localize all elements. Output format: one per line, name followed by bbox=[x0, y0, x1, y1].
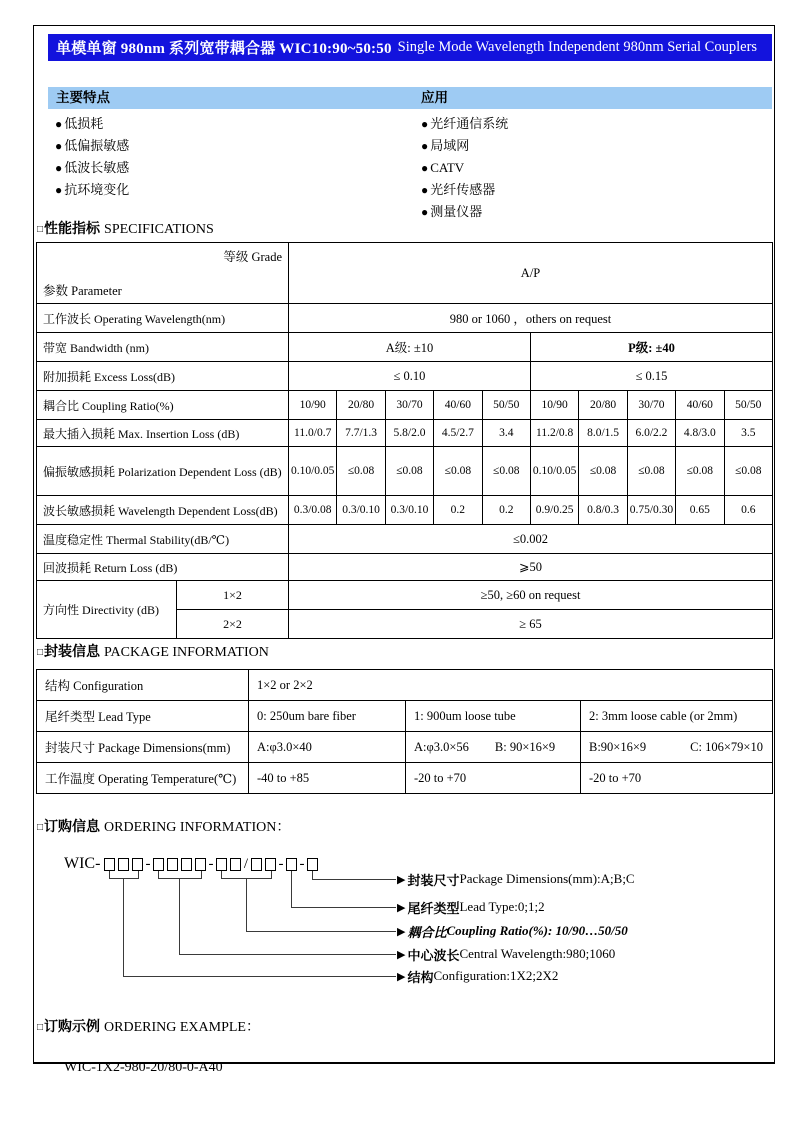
applications-header: 应用 bbox=[421, 90, 448, 105]
connector-line bbox=[201, 871, 202, 878]
connector-line bbox=[291, 907, 396, 908]
table-row: 工作温度 Operating Temperature(℃) -40 to +85 -20 to +70 -20 to +70 bbox=[37, 763, 773, 794]
bullet-icon: ● bbox=[55, 183, 63, 197]
specifications-table bbox=[36, 242, 773, 639]
title-english: Single Mode Wavelength Independent 980nm Serial Couplers bbox=[397, 39, 758, 55]
ordering-code-diagram bbox=[34, 854, 774, 996]
code-box bbox=[265, 858, 276, 871]
directivity-label-cell: 方向性 Directivity (dB) bbox=[37, 581, 177, 639]
code-box-group-wavelength bbox=[153, 858, 206, 871]
connector-line bbox=[179, 954, 396, 955]
code-box bbox=[195, 858, 206, 871]
list-item: ● 抗环境变化 bbox=[55, 182, 130, 197]
connector-line bbox=[123, 976, 396, 977]
code-box bbox=[132, 858, 143, 871]
table-row bbox=[37, 243, 773, 304]
list-item: ● 测量仪器 bbox=[421, 204, 483, 219]
table-row: 耦合比 Coupling Ratio(%) 10/90 20/80 30/70 40/60 50/50 10/90 20/80 30/70 40/60 50/50 bbox=[37, 391, 773, 420]
table-row: 工作波长 Operating Wavelength(nm) 980 or 1060 ，others on request bbox=[37, 304, 773, 333]
code-separator: - bbox=[299, 855, 305, 872]
bullet-icon: ● bbox=[421, 117, 429, 131]
applications-list bbox=[421, 113, 508, 223]
page-border bbox=[33, 25, 775, 1075]
table-row: 附加损耗 Excess Loss(dB) ≤ 0.10 ≤ 0.15 bbox=[37, 362, 773, 391]
code-box bbox=[251, 858, 262, 871]
table-row: 封装尺寸 Package Dimensions(mm) A:φ3.0×40 A:φ3.0×56 B: 90×16×9 B:90×16×9 C: 106×79×10 bbox=[37, 732, 773, 763]
ordering-title: □订购信息 ORDERING INFORMATION： bbox=[37, 820, 291, 835]
connector-line bbox=[246, 878, 247, 931]
features-list bbox=[34, 113, 774, 201]
ordering-label-lead-type: ▶ 尾纤类型 Lead Type:0;1;2 bbox=[397, 899, 545, 916]
part-number-template bbox=[64, 854, 318, 874]
table-row: 结构 Configuration 1×2 or 2×2 bbox=[37, 670, 773, 701]
package-table bbox=[36, 669, 773, 794]
bullet-icon: ● bbox=[421, 139, 429, 153]
connector-line bbox=[246, 931, 396, 932]
grade-value-cell: A/P bbox=[289, 243, 773, 304]
bullet-icon: ● bbox=[421, 161, 429, 175]
bullet-icon: ● bbox=[421, 205, 429, 219]
code-box-group-configuration bbox=[104, 858, 143, 871]
code-separator: - bbox=[278, 855, 284, 872]
connector-line bbox=[158, 871, 159, 878]
list-item: ● CATV bbox=[421, 160, 465, 175]
code-box bbox=[118, 858, 129, 871]
table-row: 偏振敏感损耗 Polarization Dependent Loss (dB) 0.10/0.05 ≤0.08 ≤0.08 ≤0.08 ≤0.08 0.10/0.05 ≤0.08 ≤0.08 ≤0.08 ≤0.08 bbox=[37, 447, 773, 496]
list-item: ● 局域网 bbox=[421, 138, 470, 153]
features-header-bar bbox=[48, 87, 772, 109]
code-box bbox=[104, 858, 115, 871]
example-part-number: WIC-1X2-980-20/80-0-A40 bbox=[64, 1060, 223, 1075]
section-square-icon: □ bbox=[37, 647, 44, 658]
table-row: 方向性 Directivity (dB) 1×2 ≥50, ≥60 on request bbox=[37, 581, 773, 610]
code-separator: / bbox=[243, 855, 249, 872]
ordering-label-configuration: ▶ 结构 Configuration:1X2;2X2 bbox=[397, 968, 559, 985]
code-box-lead-type bbox=[286, 858, 297, 871]
features-header: 主要特点 bbox=[56, 90, 110, 105]
ordering-label-central-wavelength: ▶ 中心波长 Central Wavelength:980;1060 bbox=[397, 946, 616, 963]
table-row: 波长敏感损耗 Wavelength Dependent Loss(dB) 0.3/0.08 0.3/0.10 0.3/0.10 0.2 0.2 0.9/0.25 0.8/0.3 0.75/0.30 0.65 0.6 bbox=[37, 496, 773, 525]
features-section bbox=[34, 113, 774, 220]
list-item: ● 光纤通信系统 bbox=[421, 116, 509, 131]
code-box-group-ratio-b bbox=[251, 858, 276, 871]
bullet-icon: ● bbox=[55, 117, 63, 131]
table-row: 回波损耗 Return Loss (dB) ⩾50 bbox=[37, 554, 773, 581]
list-item: ● 低损耗 bbox=[55, 116, 104, 131]
table-row: 2×2 ≥ 65 bbox=[37, 610, 773, 639]
arrow-right-icon: ▶ bbox=[397, 901, 406, 914]
arrow-right-icon: ▶ bbox=[397, 873, 406, 886]
document-title-bar bbox=[48, 34, 772, 61]
arrow-right-icon: ▶ bbox=[397, 925, 406, 938]
section-square-icon: □ bbox=[37, 224, 44, 235]
bullet-icon: ● bbox=[55, 161, 63, 175]
connector-line bbox=[158, 878, 202, 879]
connector-line bbox=[179, 878, 180, 954]
code-box bbox=[286, 858, 297, 871]
arrow-right-icon: ▶ bbox=[397, 948, 406, 961]
connector-line bbox=[123, 878, 124, 976]
connector-line bbox=[312, 871, 313, 879]
connector-line bbox=[312, 879, 396, 880]
section-square-icon: □ bbox=[37, 1022, 44, 1033]
connector-line bbox=[138, 871, 139, 878]
table-row: 带宽 Bandwidth (nm) A级: ±10 P级: ±40 bbox=[37, 333, 773, 362]
code-separator: - bbox=[208, 855, 214, 872]
code-box bbox=[230, 858, 241, 871]
arrow-right-icon: ▶ bbox=[397, 970, 406, 983]
code-prefix: WIC- bbox=[64, 855, 101, 872]
title-chinese: 单模单窗 980nm 系列宽带耦合器 WIC10:90~50:50 bbox=[56, 41, 392, 57]
connector-line bbox=[291, 871, 292, 907]
list-item: ● 低波长敏感 bbox=[55, 160, 130, 175]
table-row: 尾纤类型 Lead Type 0: 250um bare fiber 1: 900um loose tube 2: 3mm loose cable (or 2mm) bbox=[37, 701, 773, 732]
bullet-icon: ● bbox=[55, 139, 63, 153]
connector-line bbox=[221, 871, 222, 878]
table-row: 最大插入损耗 Max. Insertion Loss (dB) 11.0/0.7 7.7/1.3 5.8/2.0 4.5/2.7 3.4 11.2/0.8 8.0/1.5 6.0/2.2 4.8/3.0 3.5 bbox=[37, 420, 773, 447]
example-title: □订购示例 ORDERING EXAMPLE： bbox=[37, 1020, 260, 1035]
code-box bbox=[307, 858, 318, 871]
package-title: □封装信息 PACKAGE INFORMATION bbox=[37, 645, 269, 660]
bullet-icon: ● bbox=[421, 183, 429, 197]
connector-line bbox=[109, 878, 139, 879]
specifications-title: □性能指标 SPECIFICATIONS bbox=[37, 222, 214, 237]
grade-parameter-cell: 等级 Grade 参数 Parameter bbox=[37, 243, 289, 304]
code-box bbox=[216, 858, 227, 871]
code-box bbox=[153, 858, 164, 871]
ordering-label-package: ▶ 封装尺寸 Package Dimensions(mm):A;B;C bbox=[397, 871, 635, 888]
section-square-icon: □ bbox=[37, 822, 44, 833]
ordering-label-coupling-ratio: ▶ 耦合比 Coupling Ratio(%): 10/90…50/50 bbox=[397, 923, 628, 940]
list-item: ● 光纤传感器 bbox=[421, 182, 496, 197]
code-box-group-ratio-a bbox=[216, 858, 241, 871]
code-separator: - bbox=[145, 855, 151, 872]
list-item: ● 低偏振敏感 bbox=[55, 138, 130, 153]
code-box bbox=[167, 858, 178, 871]
code-box bbox=[181, 858, 192, 871]
connector-line bbox=[109, 871, 110, 878]
table-row: 温度稳定性 Thermal Stability(dB/℃) ≤0.002 bbox=[37, 525, 773, 554]
connector-line bbox=[271, 871, 272, 878]
code-box-package bbox=[307, 858, 318, 871]
